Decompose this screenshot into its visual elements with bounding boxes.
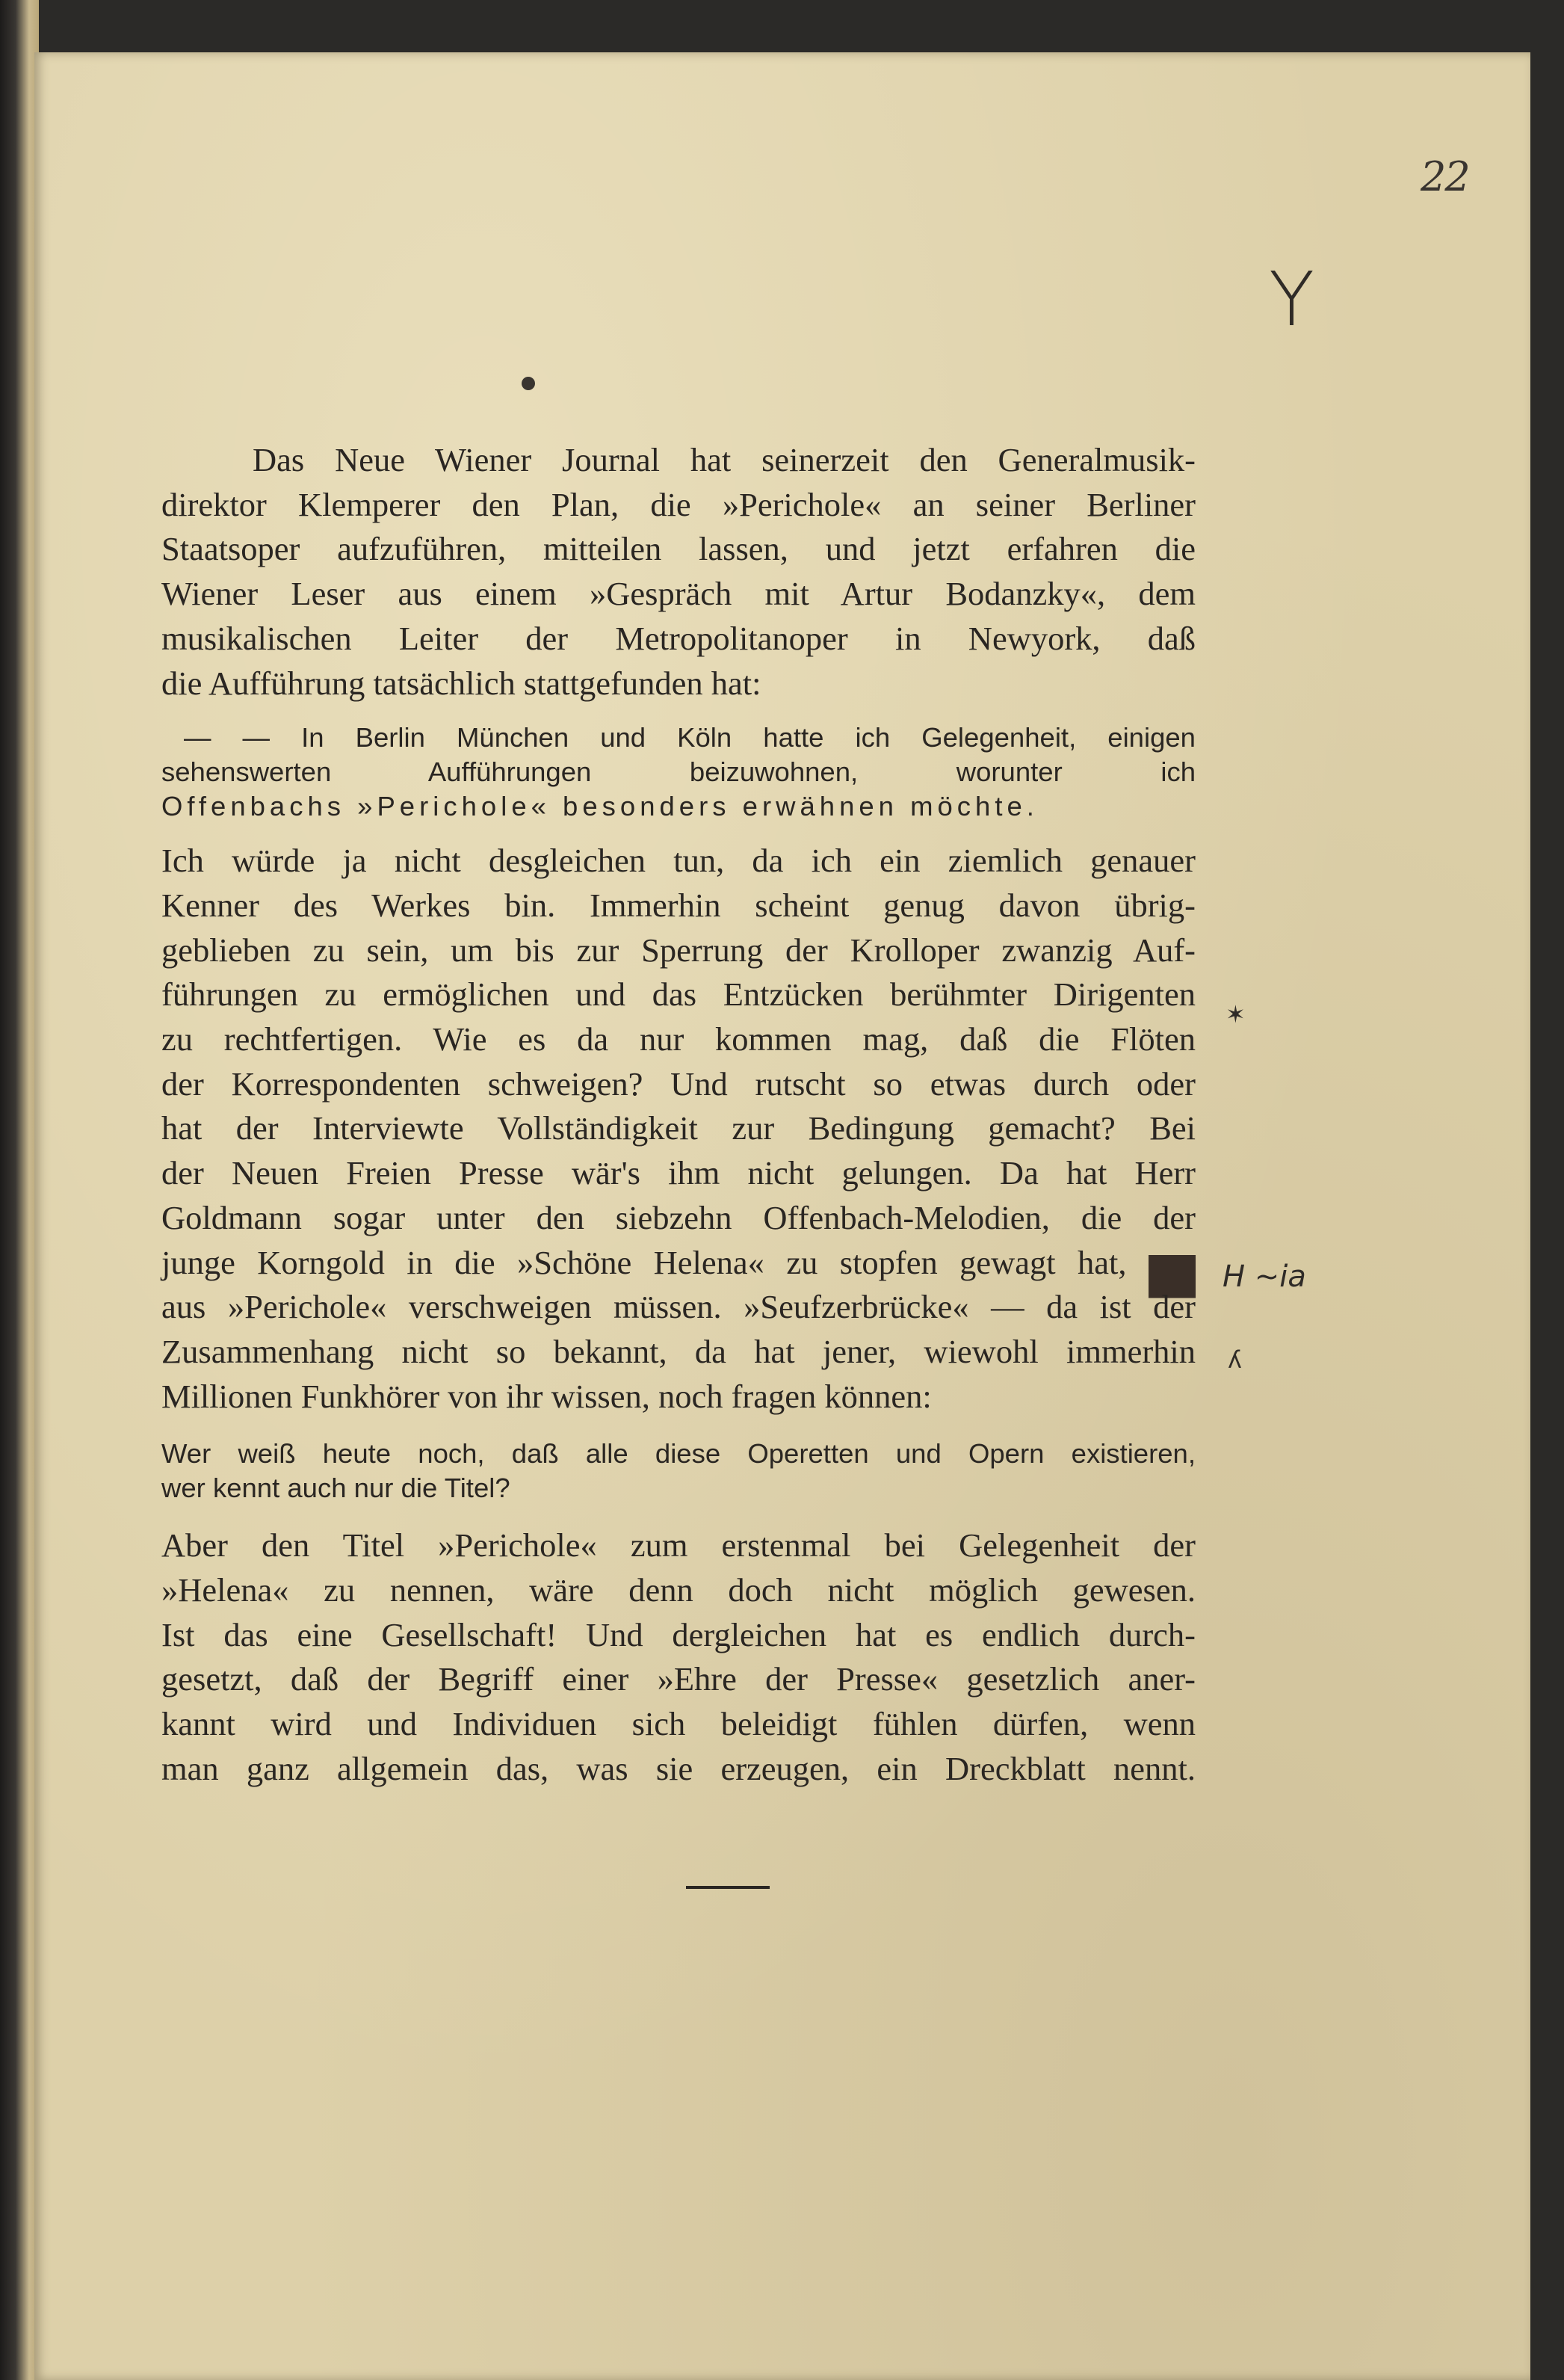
text-line: aus »Perichole« verschweigen müssen. »Seufzerbrücke« — da ist der <box>161 1288 1196 1326</box>
text-line <box>161 1241 1196 1296</box>
text-line: Das Neue Wiener Journal hat seinerzeit den Generalmusik- <box>253 441 1196 478</box>
section-mark: Y <box>1269 256 1315 343</box>
book-binding-edge <box>0 0 39 2380</box>
quote-line: — — In Berlin München und Köln hatte ich Gelegenheit, einigen <box>184 722 1196 753</box>
paragraph-1 <box>161 438 1196 706</box>
text-line: kannt wird und Individuen sich beleidigt fühlen dürfen, wenn <box>161 1705 1196 1743</box>
paragraph-2 <box>161 839 1196 1419</box>
text-line: direktor Klemperer den Plan, die »Perichole« an seiner Berliner <box>161 485 1196 523</box>
text-line: Wiener Leser aus einem »Gespräch mit Artur Bodanzky«, dem <box>161 575 1196 613</box>
margin-mark-caret: ʎ <box>1228 1345 1242 1374</box>
margin-note-handwritten: H ~ia <box>1223 1260 1306 1294</box>
text-block <box>161 438 1196 1792</box>
text-line: Ist das eine Gesellschaft! Und dergleichen hat es endlich durch- <box>161 1615 1196 1653</box>
quote-1 <box>161 721 1196 824</box>
closing-rule <box>686 1886 770 1889</box>
text-line: die Aufführung tatsächlich stattgefunden hat: <box>161 664 761 702</box>
text-line: Ich würde ja nicht desgleichen tun, da ich ein ziemlich genauer <box>161 842 1196 880</box>
quote-2 <box>161 1437 1196 1505</box>
text-line: Zusammenhang nicht so bekannt, da hat jener, wiewohl immerhin <box>161 1332 1196 1370</box>
text-fragment: junge Korngold in die »Schöne Helena« zu stopfen gewagt hat, <box>161 1243 1127 1281</box>
text-line: Kenner des Werkes bin. Immerhin scheint genug davon übrig- <box>161 886 1196 924</box>
text-line: Millionen Funkhörer von ihr wissen, noch fragen können: <box>161 1377 932 1415</box>
text-line: man ganz allgemein das, was sie erzeugen, ein Dreckblatt nennt. <box>161 1749 1196 1787</box>
text-line: hat der Interviewte Vollständigkeit zur Bedingung gemacht? Bei <box>161 1109 1196 1147</box>
text-line: der Neuen Freien Presse wär's ihm nicht gelungen. Da hat Herr <box>161 1154 1196 1192</box>
text-line: geblieben zu sein, um bis zur Sperrung der Krolloper zwanzig Auf- <box>161 931 1196 969</box>
ornament-dot <box>522 377 535 390</box>
text-line: führungen zu ermöglichen und das Entzücken berühmter Dirigenten <box>161 975 1196 1014</box>
quote-line: wer kennt auch nur die Titel? <box>161 1473 510 1504</box>
text-line: Staatsoper aufzuführen, mitteilen lassen, und jetzt erfahren die <box>161 530 1196 568</box>
text-line: zu rechtfertigen. Wie es da nur kommen mag, daß die Flöten <box>161 1020 1196 1058</box>
quote-line: sehenswerten Aufführungen beizuwohnen, worunter ich <box>161 756 1196 788</box>
strikethrough-mark: ██ <box>1149 1255 1196 1276</box>
text-line: Goldmann sogar unter den siebzehn Offenbach-Melodien, die der <box>161 1198 1196 1236</box>
text-line: musikalischen Leiter der Metropolitanoper in Newyork, daß <box>161 619 1196 657</box>
text-line: der Korrespondenten schweigen? Und rutscht so etwas durch oder <box>161 1064 1196 1103</box>
quote-line: Wer weiß heute noch, daß alle diese Operetten und Opern existieren, <box>161 1438 1196 1470</box>
text-line: gesetzt, daß der Begriff einer »Ehre der Presse« gesetzlich aner- <box>161 1660 1196 1698</box>
paragraph-3 <box>161 1523 1196 1791</box>
quote-line: Offenbachs »Perichole« besonders erwähnen möchte. <box>161 791 1039 822</box>
margin-mark-asterisk: ✶ <box>1225 1000 1246 1029</box>
text-line: »Helena« zu nennen, wäre denn doch nicht möglich gewesen. <box>161 1571 1196 1609</box>
text-line: Aber den Titel »Perichole« zum erstenmal bei Gelegenheit der <box>161 1526 1196 1564</box>
folio-number: 22 <box>1421 153 1469 200</box>
